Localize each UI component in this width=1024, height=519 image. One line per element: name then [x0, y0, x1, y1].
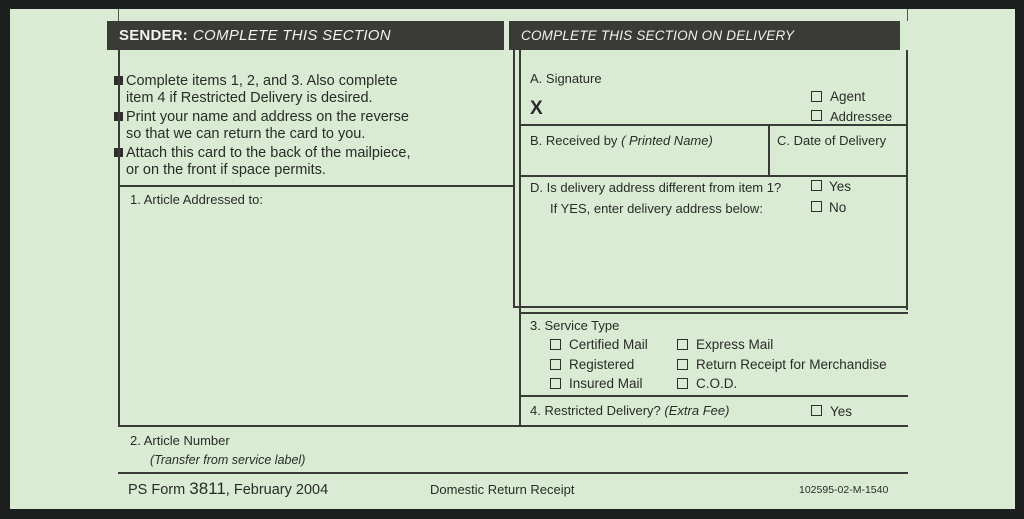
restricted-delivery-note: (Extra Fee): [664, 403, 730, 418]
restricted-delivery-text: 4. Restricted Delivery?: [530, 403, 661, 418]
address-question-label-2: If YES, enter delivery address below:: [550, 201, 763, 216]
address-no-label: No: [829, 200, 847, 215]
article-addressed-label: 1. Article Addressed to:: [130, 192, 263, 207]
perforation-mark: [118, 9, 119, 21]
form-title: Domestic Return Receipt: [430, 482, 575, 497]
address-yes-checkbox[interactable]: [811, 180, 822, 191]
address-no-checkbox[interactable]: [811, 201, 822, 212]
restricted-yes-checkbox[interactable]: [811, 405, 822, 416]
instruction-line: Print your name and address on the reverse: [126, 109, 409, 125]
registered-label: Registered: [569, 357, 635, 372]
return-receipt-merchandise-label: Return Receipt for Merchandise: [696, 357, 887, 372]
form-prefix: PS Form: [128, 482, 190, 498]
divider: [519, 395, 908, 397]
service-type-label: 3. Service Type: [530, 318, 620, 333]
express-mail-label: Express Mail: [696, 337, 774, 352]
form-date: , February 2004: [225, 482, 329, 498]
received-by-text: B. Received by: [530, 133, 618, 148]
restricted-yes-label: Yes: [830, 404, 853, 419]
instruction-line: Complete items 1, 2, and 3. Also complete: [126, 73, 398, 89]
divider: [118, 425, 908, 427]
sender-header: [107, 21, 504, 50]
address-question-label: D. Is delivery address different from item 1?: [530, 180, 782, 195]
registered-checkbox[interactable]: [550, 359, 561, 370]
signature-x-mark: X: [530, 98, 543, 119]
received-by-label: [530, 133, 713, 148]
return-receipt-merchandise-checkbox[interactable]: [677, 359, 688, 370]
divider: [118, 472, 908, 474]
article-number-field[interactable]: [330, 432, 890, 468]
divider: [519, 175, 906, 177]
certified-mail-label: Certified Mail: [569, 337, 648, 352]
article-addressed-field[interactable]: [121, 198, 512, 424]
addressee-checkbox[interactable]: [811, 110, 822, 121]
certified-mail-checkbox[interactable]: [550, 339, 561, 350]
divider: [768, 124, 770, 175]
cod-label: C.O.D.: [696, 376, 738, 391]
article-number-label: 2. Article Number: [130, 433, 230, 448]
addressee-label: Addressee: [830, 109, 893, 124]
express-mail-checkbox[interactable]: [677, 339, 688, 350]
form-number-footer: [128, 479, 328, 499]
delivery-address-field[interactable]: [524, 222, 900, 300]
insured-mail-checkbox[interactable]: [550, 378, 561, 389]
received-by-field[interactable]: [524, 150, 764, 172]
date-of-delivery-label: C. Date of Delivery: [777, 133, 887, 148]
instruction-line: Attach this card to the back of the mailpiece,: [126, 145, 411, 161]
signature-field[interactable]: [560, 86, 800, 120]
instruction-line: or on the front if space permits.: [126, 162, 326, 178]
delivery-bottom-border: [513, 306, 908, 308]
form-number: 3811: [189, 479, 226, 498]
form-code: 102595-02-M-1540: [799, 484, 889, 496]
sender-header-italic: COMPLETE THIS SECTION: [192, 27, 391, 44]
date-of-delivery-field[interactable]: [774, 150, 902, 172]
article-number-note: (Transfer from service label): [150, 453, 306, 467]
insured-mail-label: Insured Mail: [569, 376, 643, 391]
divider: [118, 185, 514, 187]
signature-label: A. Signature: [530, 71, 602, 86]
divider: [519, 312, 908, 314]
sender-left-border: [118, 50, 120, 425]
perforation-mark: [907, 9, 908, 21]
delivery-inner-border: [519, 50, 521, 427]
instruction-line: item 4 if Restricted Delivery is desired.: [126, 90, 373, 106]
delivery-header: [509, 21, 900, 50]
instruction-line: so that we can return the card to you.: [126, 126, 366, 142]
cod-checkbox[interactable]: [677, 378, 688, 389]
agent-label: Agent: [830, 89, 866, 104]
delivery-right-border: [906, 50, 908, 310]
agent-checkbox[interactable]: [811, 91, 822, 102]
delivery-header-text: COMPLETE THIS SECTION ON DELIVERY: [521, 28, 795, 43]
restricted-delivery-label: [530, 403, 729, 418]
sender-header-bold: SENDER:: [119, 27, 188, 44]
delivery-left-border: [513, 30, 515, 308]
received-by-note: ( Printed Name): [621, 133, 713, 148]
address-yes-label: Yes: [829, 179, 852, 194]
divider: [519, 124, 906, 126]
